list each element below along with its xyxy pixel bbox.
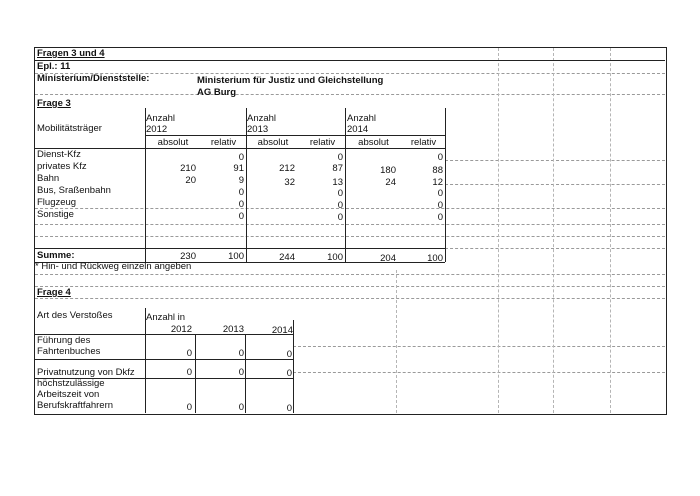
q3-col-rule (246, 108, 247, 262)
q3-col-rule (345, 108, 346, 262)
q3-sum-cell: 100 (427, 253, 443, 264)
q3-cell: 0 (238, 199, 244, 210)
question-3-title: Frage 3 (37, 98, 71, 109)
q3-cell: 0 (337, 188, 343, 199)
q3-cell: 0 (437, 188, 443, 199)
q3-cell: 0 (238, 152, 244, 163)
title-rule (35, 60, 665, 61)
question-4-title: Frage 4 (37, 287, 71, 298)
q4-row-header: Art des Verstoßes (37, 310, 113, 321)
q3-abs-2012: absolut (157, 137, 189, 148)
q3-cell: 0 (437, 212, 443, 223)
q3-col-rule (145, 108, 146, 262)
q4-col-rule (145, 308, 146, 413)
q3-abs-2013: absolut (257, 137, 289, 148)
q3-year-2014: 2014 (347, 124, 369, 135)
ministry-name: Ministerium für Justiz und Gleichstellung (197, 75, 384, 86)
q4-cell: 0 (286, 368, 292, 379)
q3-cell: 9 (238, 175, 244, 186)
q4-col-rule (293, 320, 294, 413)
q3-cell: 212 (279, 163, 295, 174)
q4-year: 2012 (170, 324, 192, 335)
q3-footnote: * Hin- und Rückweg einzeln angeben (35, 261, 192, 272)
q3-sum-cell: 100 (327, 252, 343, 263)
q3-cell: 88 (432, 165, 443, 176)
q3-table-top-rule (35, 148, 445, 149)
q4-row-label-cont: Berufskraftfahrern (37, 400, 114, 411)
q4-cell: 0 (286, 349, 292, 360)
q3-cell: 91 (233, 163, 244, 174)
q3-cell: 0 (337, 152, 343, 163)
q4-anzahl-label: Anzahl in (146, 312, 186, 323)
q4-year: 2014 (271, 325, 293, 336)
office-name: AG Burg (197, 87, 237, 98)
q3-row-label: Dienst-Kfz (37, 149, 81, 160)
q3-anzahl-2013: Anzahl (247, 113, 277, 124)
q3-header-rule (145, 135, 445, 136)
q3-cell: 0 (437, 200, 443, 211)
q3-rel-2013: relativ (309, 137, 336, 148)
q3-col-rule (445, 108, 446, 262)
q3-sum-rule (35, 248, 445, 249)
q4-cell: 0 (238, 367, 244, 378)
q4-cell: 0 (186, 348, 192, 359)
q4-cell: 0 (238, 402, 244, 413)
ministry-label: Ministerium/Dienststelle: (37, 73, 150, 84)
q4-cell: 0 (286, 403, 292, 414)
q3-cell: 32 (284, 177, 295, 188)
q3-anzahl-2012: Anzahl (146, 113, 176, 124)
epl-label: Epl.: 11 (37, 61, 71, 72)
q3-cell: 0 (437, 152, 443, 163)
q3-sum-label: Summe: (37, 250, 75, 261)
q4-row-rule (35, 359, 293, 360)
q3-cell: 0 (238, 211, 244, 222)
q3-cell: 0 (238, 187, 244, 198)
q4-row-label: Führung des (37, 335, 91, 346)
q3-cell: 24 (385, 177, 396, 188)
q4-col-rule (245, 334, 246, 413)
q4-col-rule (195, 334, 196, 413)
q3-sum-cell: 100 (228, 251, 244, 262)
q3-row-label: privates Kfz (37, 161, 87, 172)
q3-cell: 0 (337, 212, 343, 223)
q3-row-header: Mobilitätsträger (37, 123, 102, 134)
q3-cell: 0 (337, 200, 343, 211)
q3-sum-cell: 230 (180, 251, 196, 262)
q3-cell: 13 (332, 177, 343, 188)
q3-abs-2014: absolut (358, 137, 389, 148)
q3-row-label: Flugzeug (37, 197, 77, 208)
q3-row-label: Bus, Sraßenbahn (37, 185, 111, 196)
q4-cell: 0 (186, 367, 192, 378)
q3-cell: 12 (432, 177, 443, 188)
q3-rel-2012: relativ (210, 137, 237, 148)
q3-rel-2014: relativ (410, 137, 437, 148)
q3-cell: 20 (185, 175, 196, 186)
q3-cell: 180 (380, 165, 396, 176)
q3-row-label: Bahn (37, 173, 60, 184)
q4-row-label: höchstzulässige (37, 378, 105, 389)
q4-row-label-cont: Arbeitszeit von (37, 389, 100, 400)
q3-cell: 87 (332, 163, 343, 174)
q3-row-label: Sonstige (37, 209, 74, 220)
q3-year-2012: 2012 (146, 124, 168, 135)
q3-cell: 210 (180, 163, 196, 174)
q4-year: 2013 (222, 324, 244, 335)
q4-row-label: Privatnutzung von Dkfz (37, 367, 135, 378)
q3-anzahl-2014: Anzahl (347, 113, 377, 124)
q4-row-label-cont: Fahrtenbuches (37, 346, 101, 357)
q3-sum-cell: 204 (380, 253, 396, 264)
q3-sum-cell: 244 (279, 252, 295, 263)
q4-cell: 0 (238, 348, 244, 359)
q4-cell: 0 (186, 402, 192, 413)
document-title: Fragen 3 und 4 (37, 48, 105, 59)
q3-year-2013: 2013 (247, 124, 269, 135)
